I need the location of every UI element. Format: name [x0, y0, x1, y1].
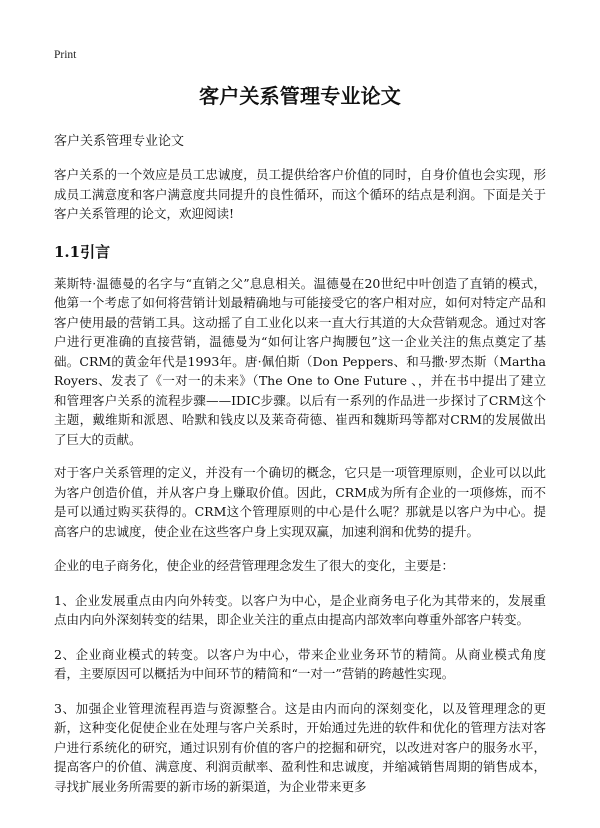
body-paragraph-5: 2、企业商业模式的转变。以客户为中心，带来企业业务环节的精简。从商业模式角度看，主要原因可以概括为中间环节的精简和“一对一”营销的跨越性实现。: [54, 646, 546, 681]
print-link[interactable]: Print: [54, 49, 77, 61]
body-paragraph-4: 1、企业发展重点由内向外转变。以客户为中心，是企业商务电子化为其带来的，发展重点由内向外深刻转变的结果，即企业关注的重点由提高内部效率向尊重外部客户转变。: [54, 592, 546, 627]
body-paragraph-2: 对于客户关系管理的定义，并没有一个确切的概念，它只是一项管理原则，企业可以以此为客户创造价值，并从客户身上赚取价值。因此，CRM成为所有企业的一项修炼，而不是可以通过购买获得的。CRM这个管理原则的中心是什么呢？那就是以客户为中心。提高客户的忠诚度，使企业在这些客户身上实现双赢，加速利润和优势的提升。: [54, 465, 546, 539]
body-paragraph-1: 莱斯特·温德曼的名字与“直销之父”息息相关。温德曼在20世纪中叶创造了直销的模式，他第一个考虑了如何将营销计划最精确地与可能接受它的客户相对应，如何对特定产品和客户使用最的营销工具。这动摇了自工业化以来一直大行其道的大众营销观念。通过对客户进行更准确的直接营销，温德曼为“如何让客户掏腰包”这一企业关注的焦点奠定了基础。CRM的黄金年代是1993年。唐·佩伯斯（Don Peppers、和马撒·罗杰斯（Martha Royers、发表了《一对一的未来》（The One to One Future 、，并在书中提出了建立和管理客户关系的流程步骤——IDIC步骤。以后有一系列的作品进一步探讨了CRM这个主题，戴维斯和派恩、哈默和钱皮以及莱奇荷德、崔西和魏斯玛等都对CRM的发展做出了巨大的贡献。: [54, 275, 546, 447]
article-intro: 客户关系的一个效应是员工忠诚度，员工提供给客户价值的同时，自身价值也会实现，形成员工满意度和客户满意度共同提升的良性循环，而这个循环的结点是利润。下面是关于客户关系管理的论文，欢迎阅读!: [54, 167, 546, 221]
article-title: 客户关系管理专业论文: [199, 84, 401, 108]
body-paragraph-3: 企业的电子商务化，使企业的经营管理理念发生了很大的变化，主要是：: [54, 558, 455, 573]
section-heading: 1.1引言: [54, 242, 111, 261]
body-paragraph-6: 3、加强企业管理流程再造与资源整合。这是由内而向的深刻变化，以及管理理念的更新，这种变化促使企业在处理与客户关系时，开始通过先进的软件和优化的管理方法对客户进行系统化的研究，通过识别有价值的客户的挖掘和研究，以改进对客户的服务水平，提高客户的价值、满意度、利润贡献率、盈利性和忠诚度，并缩减销售周期的销售成本，寻找扩展业务所需要的新市场的新渠道，为企业带来更多: [54, 700, 546, 794]
article-subtitle: 客户关系管理专业论文: [54, 134, 185, 149]
